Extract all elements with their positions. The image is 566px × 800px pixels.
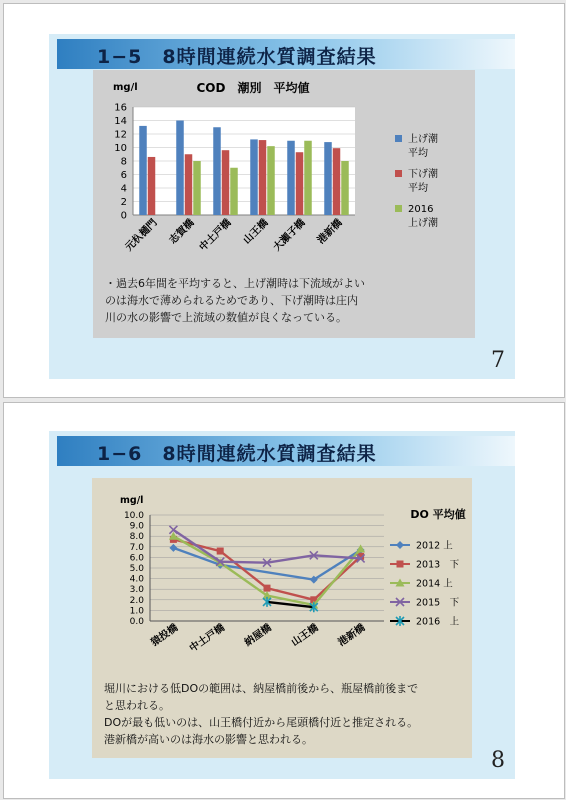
y-tick-label: 14 [114, 116, 127, 127]
legend-label: 2012 上 [416, 540, 453, 552]
legend-label: 平均 [408, 148, 428, 159]
bar [139, 126, 147, 215]
legend-label: 上げ潮 [408, 134, 438, 145]
x-tick-label: 山王橋 [289, 622, 321, 649]
data-point [356, 544, 365, 552]
legend-label: 下げ潮 [408, 169, 438, 180]
bar [324, 142, 332, 215]
bar [148, 157, 156, 215]
bar [267, 146, 275, 215]
text-line: DOが最も低いのは、山王橋付近から尾頭橋付近と推定される。 [104, 716, 419, 729]
y-tick-label: 12 [114, 129, 127, 141]
x-tick-label: 中土戸橋 [187, 622, 227, 655]
cod-description [105, 275, 465, 326]
bar [287, 141, 295, 215]
bar [213, 127, 221, 215]
y-axis-label: mg/l [120, 495, 144, 506]
bar [185, 154, 193, 215]
text-line: と思われる。 [104, 699, 170, 712]
y-tick-label: 3.0 [129, 585, 144, 596]
y-tick-label: 5.0 [129, 564, 144, 574]
legend-label: 上げ潮 [408, 218, 438, 229]
y-tick-label: 6 [120, 170, 127, 181]
text-line: ・過去6年間を平均すると、上げ潮時は下流域がよい [105, 277, 365, 290]
bar [304, 141, 312, 215]
x-tick-label: 港新橋 [315, 217, 345, 247]
legend-label: 2014 上 [416, 578, 453, 590]
x-tick-label: 猿投橋 [149, 622, 181, 649]
y-tick-label: 8 [120, 156, 127, 168]
legend-label: 2016 上 [416, 616, 460, 628]
y-tick-label: 10 [114, 143, 127, 154]
do-line-chart [92, 478, 472, 668]
title-bar [57, 436, 515, 466]
x-tick-label: 志賀橋 [167, 217, 197, 247]
legend-label: 2015 下 [416, 597, 460, 609]
bar [250, 139, 258, 215]
x-tick-label: 山王橋 [241, 217, 271, 247]
legend-label: 2013 下 [416, 559, 460, 571]
page-number: 7 [491, 348, 505, 373]
y-tick-label: 6.0 [129, 553, 144, 564]
y-tick-label: 2.0 [129, 595, 144, 606]
data-point [169, 544, 177, 552]
y-tick-label: 4.0 [129, 574, 144, 585]
legend-swatch [395, 135, 402, 142]
text-line: 川の水の影響で上流域の数値が良くなっている。 [105, 311, 347, 324]
y-axis-label: mg/l [113, 82, 138, 93]
chart-title: COD 潮別 平均値 [196, 81, 310, 95]
bar [296, 152, 304, 215]
slide-title: 1−5 8時間連続水質調査結果 [97, 46, 377, 68]
bar [259, 140, 267, 215]
bar [222, 150, 230, 215]
text-line: 堀川における低DOの範囲は、納屋橋前後から、瓶屋橋前後まで [104, 682, 419, 695]
bar [333, 148, 341, 215]
legend-marker [396, 541, 404, 549]
y-tick-label: 8.0 [129, 532, 144, 543]
data-point [264, 585, 271, 592]
data-point [217, 548, 224, 555]
y-tick-label: 16 [114, 102, 127, 114]
page-number: 8 [491, 748, 505, 773]
y-tick-label: 1.0 [129, 606, 144, 617]
y-tick-label: 9.0 [129, 521, 144, 532]
y-tick-label: 0 [120, 210, 127, 222]
x-tick-label: 港新橋 [336, 622, 368, 649]
chart-title: DO 平均値 [410, 508, 466, 521]
text-line: 港新橋が高いのは海水の影響と思われる。 [104, 733, 313, 746]
legend-marker [397, 561, 404, 568]
y-tick-label: 10.0 [123, 511, 144, 521]
x-tick-label: 元杁樋門 [123, 217, 160, 254]
legend-swatch [395, 170, 402, 177]
y-tick-label: 0.0 [129, 617, 144, 627]
legend-label: 2016 [408, 204, 434, 215]
slide-title: 1−6 8時間連続水質調査結果 [97, 443, 377, 465]
cod-chart-panel [93, 70, 475, 338]
legend-label: 平均 [408, 183, 428, 194]
do-description [104, 680, 464, 748]
y-tick-label: 4 [120, 183, 127, 195]
text-line: のは海水で薄められるためであり、下げ潮時は庄内 [105, 294, 358, 307]
y-tick-label: 2 [120, 197, 127, 208]
bar [341, 161, 349, 215]
y-tick-label: 7.0 [129, 542, 144, 553]
legend-swatch [395, 205, 402, 212]
x-tick-label: 中土戸橋 [197, 217, 234, 254]
do-chart-panel [92, 478, 472, 758]
bar [176, 121, 184, 216]
title-bar [57, 39, 515, 69]
x-tick-label: 納屋橋 [242, 622, 274, 649]
x-tick-label: 大瀬子橋 [271, 217, 308, 254]
bar [193, 161, 201, 215]
cod-bar-chart [93, 70, 475, 270]
bar [230, 168, 238, 215]
